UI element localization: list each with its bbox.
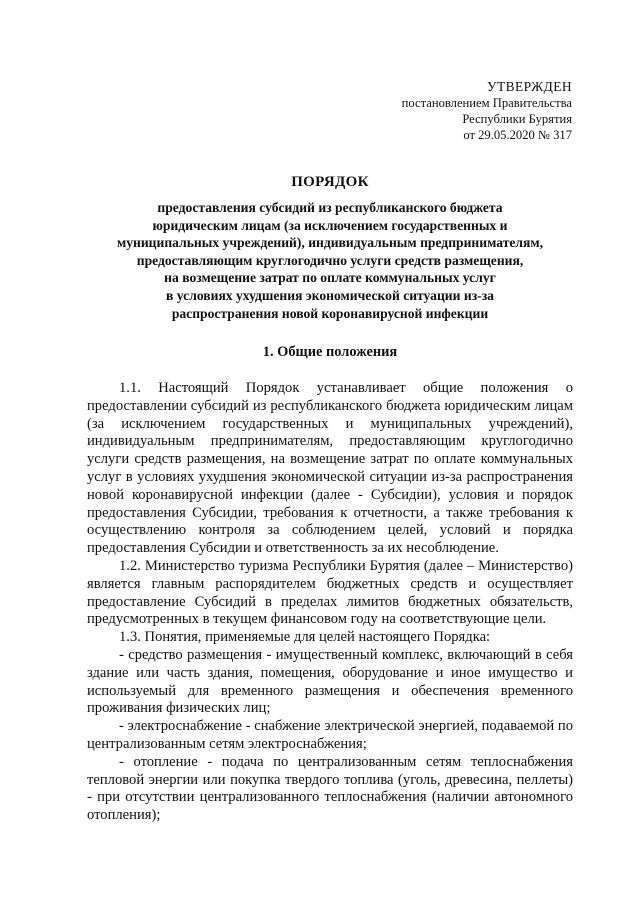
document-title: ПОРЯДОК <box>291 174 369 190</box>
subtitle-line: предоставляющим круглогодично услуги средств размещения, <box>136 252 524 268</box>
definition-electricity: - электроснабжение - снабжение электрической энергией, подаваемой по централизованным сетям электроснабжения; <box>87 718 573 752</box>
approval-stamp <box>402 79 572 143</box>
document-body <box>87 380 573 825</box>
subtitle-line: в условиях ухудшения экономической ситуации из-за <box>166 287 494 303</box>
subtitle-line: распространения новой коронавирусной инфекции <box>171 305 489 321</box>
subtitle-line: на возмещение затрат по оплате коммунальных услуг <box>164 270 496 286</box>
section-heading: 1. Общие положения <box>262 344 398 360</box>
approval-region: Республики Бурятия <box>462 112 572 126</box>
approval-authority: постановлением Правительства <box>401 96 572 110</box>
approval-date-number: от 29.05.2020 № 317 <box>463 128 572 142</box>
subtitle-line: предоставления субсидий из республиканского бюджета <box>157 200 503 215</box>
paragraph-1-2: 1.2. Министерство туризма Республики Бурятия (далее – Министерство) является главным распорядителем бюджетных средств и осуществляет предоставление Субсидий в пределах лимитов бюджетных обязательств, предусмотренных в текущем финансовом году на соответствующие цели. <box>87 557 573 628</box>
definition-heating: - отопление - подача по централизованным сетям теплоснабжения тепловой энергии или покупка твердого топлива (уголь, древесина, пеллеты) - при отсутствии централизованного теплоснабжения (наличии автономного отопления); <box>87 753 573 824</box>
paragraph-1-1: 1.1. Настоящий Порядок устанавливает общие положения о предоставлении субсидий из республиканского бюджета юридическим лицам (за исключением государственных и муниципальных учреждений), индивидуальным предпринимателям, предоставляющим круглогодично услуги средств размещения, на возмещение затрат по оплате коммунальных услуг в условиях ухудшения экономической ситуации из-за распространения новой коронавирусной инфекции (далее - Субсидии), условия и порядок предоставления Субсидии, требования к отчетности, а также требования к осуществлению контроля за соблюдением целей, условий и порядка предоставления Субсидии и ответственность за их несоблюдение. <box>87 380 573 557</box>
paragraph-1-3: 1.3. Понятия, применяемые для целей настоящего Порядка: <box>119 629 491 646</box>
subtitle-line: муниципальных учреждений), индивидуальным предпринимателям, <box>116 235 544 251</box>
document-title-block <box>80 173 580 322</box>
subtitle-line: юридическим лицам (за исключением государственных и <box>152 217 508 233</box>
document-subtitle <box>80 199 580 322</box>
approval-status: УТВЕРЖДЕН <box>487 79 572 94</box>
definition-accommodation: - средство размещения - имущественный комплекс, включающий в себя здание или часть здания, помещения, оборудование и иное имущество и используемый для временного размещения и обеспечения временного проживания физических лиц; <box>87 646 573 717</box>
